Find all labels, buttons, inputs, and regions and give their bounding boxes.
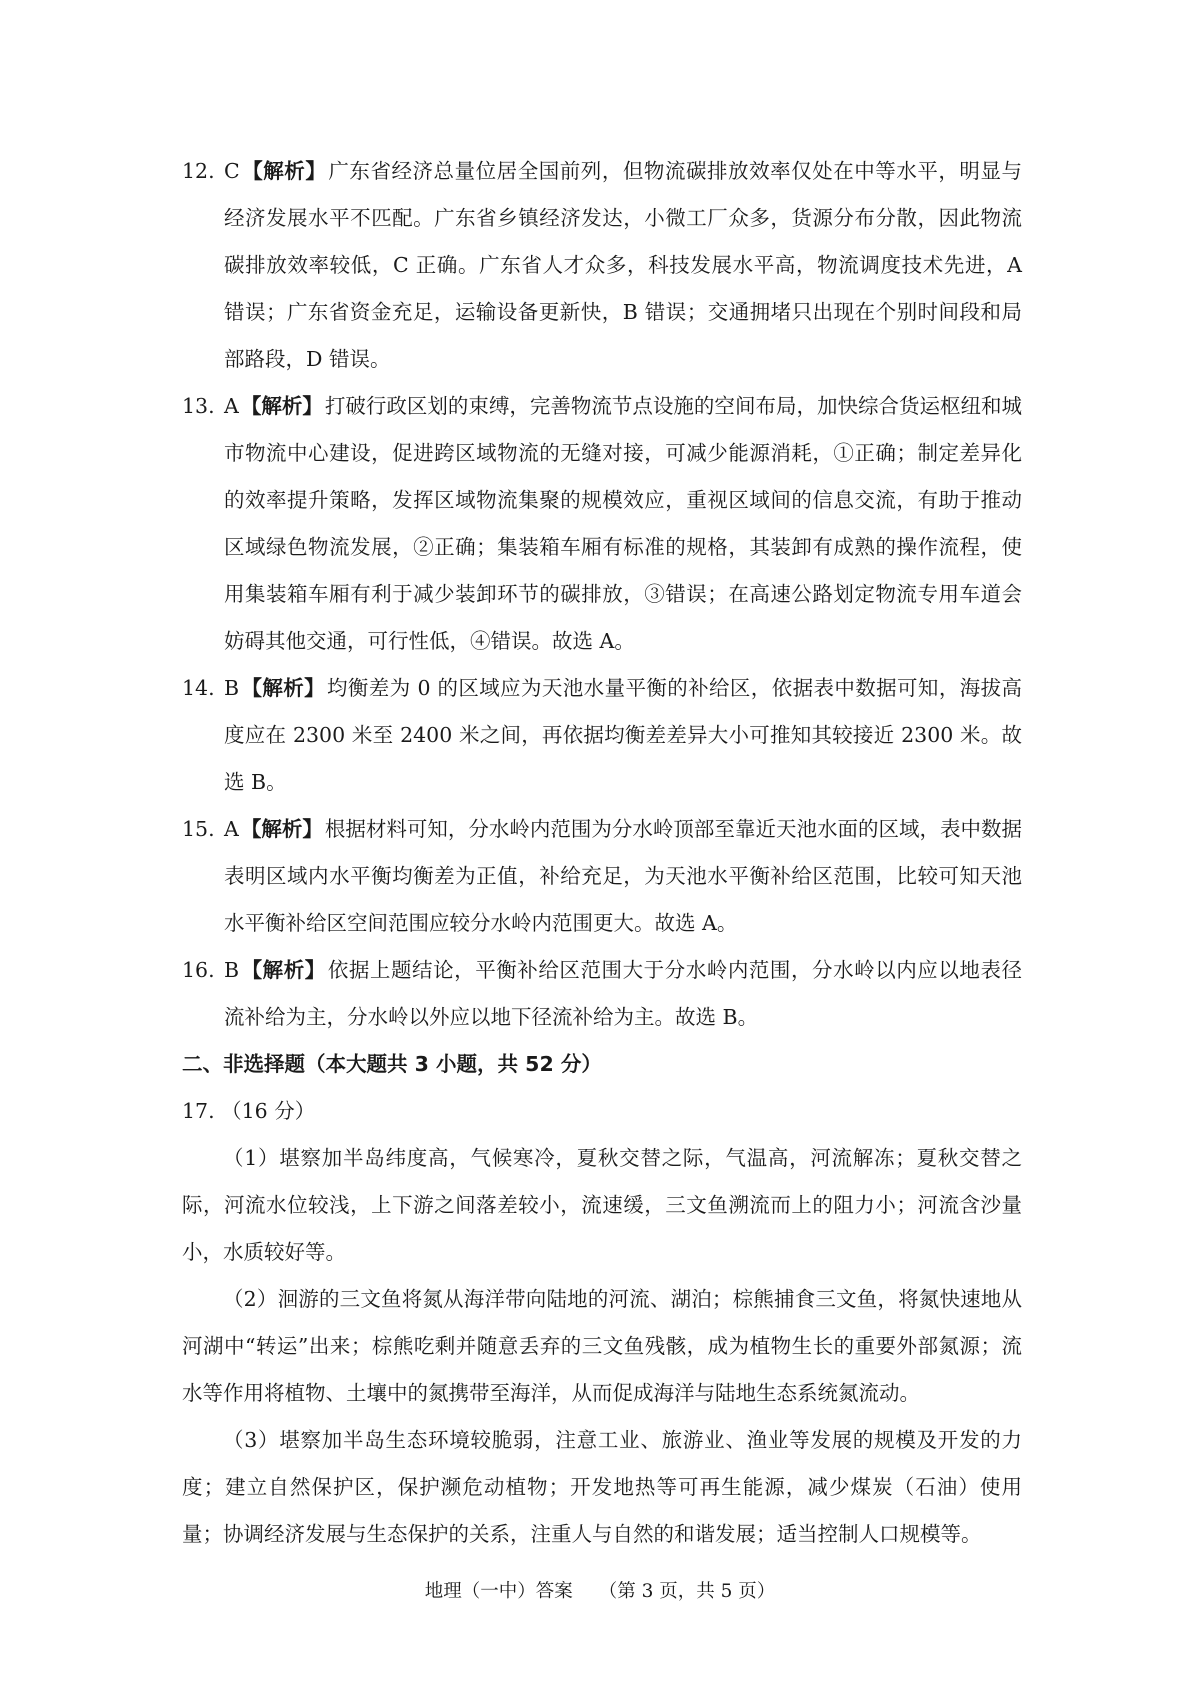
q17-answer-part-2: （2）洄游的三文鱼将氮从海洋带向陆地的河流、湖泊；棕熊捕食三文鱼，将氮快速地从河湖中“转运”出来；棕熊吃剩并随意丢弃的三文鱼残骸，成为植物生长的重要外部氮源；流水等作用将植物、土壤中的氮携带至海洋，从而促成海洋与陆地生态系统氮流动。 <box>182 1287 1022 1405</box>
item-number: 12. <box>182 159 215 183</box>
footer-title: 地理（一中）答案 <box>424 1581 573 1602</box>
item-explanation: 均衡差为 0 的区域应为天池水量平衡的补给区，依据表中数据可知，海拔高度应在 2300 米至 2400 米之间，再依据均衡差差异大小可推知其较接近 2300 米。故选 B。 <box>224 676 1022 794</box>
item-number: 13. <box>182 394 215 418</box>
q17-answer-part-3: （3）堪察加半岛生态环境较脆弱，注意工业、旅游业、渔业等发展的规模及开发的力度；建立自然保护区，保护濒危动植物；开发地热等可再生能源，减少煤炭（石油）使用量；协调经济发展与生态保护的关系，注重人与自然的和谐发展；适当控制人口规模等。 <box>182 1428 1022 1546</box>
page-footer <box>0 1578 1200 1606</box>
footer-page-number: （第 3 页，共 5 页） <box>598 1581 776 1602</box>
item-answer: A <box>224 817 239 841</box>
answer-item-16 <box>182 947 1022 1041</box>
item-explanation: 打破行政区划的束缚，完善物流节点设施的空间布局，加快综合货运枢纽和城市物流中心建设，促进跨区域物流的无缝对接，可减少能源消耗，①正确；制定差异化的效率提升策略，发挥区域物流集聚的规模效应，重视区域间的信息交流，有助于推动区域绿色物流发展，②正确；集装箱车厢有标准的规格，其装卸有成熟的操作流程，使用集装箱车厢有利于减少装卸环节的碳排放，③错误；在高速公路划定物流专用车道会妨碍其他交通，可行性低，④错误。故选 A。 <box>224 394 1023 653</box>
answer-item-12 <box>182 148 1022 383</box>
analysis-tag: 【解析】 <box>241 958 326 982</box>
question-17-header: 17. （16 分） <box>182 1099 316 1123</box>
item-explanation: 根据材料可知，分水岭内范围为分水岭顶部至靠近天池水面的区域，表中数据表明区域内水平衡均衡差为正值，补给充足，为天池水平衡补给区范围，比较可知天池水平衡补给区空间范围应较分水岭内范围更大。故选 A。 <box>224 817 1023 935</box>
analysis-tag: 【解析】 <box>240 394 323 418</box>
item-number: 15. <box>182 817 215 841</box>
analysis-tag: 【解析】 <box>241 676 326 700</box>
answer-content <box>182 148 1022 1558</box>
item-explanation: 依据上题结论，平衡补给区范围大于分水岭内范围，分水岭以内应以地表径流补给为主，分水岭以外应以地下径流补给为主。故选 B。 <box>224 958 1023 1029</box>
q17-answer-part-1: （1）堪察加半岛纬度高，气候寒冷，夏秋交替之际，气温高，河流解冻；夏秋交替之际，河流水位较浅，上下游之间落差较小，流速缓，三文鱼溯流而上的阻力小；河流含沙量小，水质较好等。 <box>182 1146 1022 1264</box>
analysis-tag: 【解析】 <box>241 159 327 183</box>
item-number: 16. <box>182 958 215 982</box>
item-number: 14. <box>182 676 215 700</box>
answer-item-15 <box>182 806 1022 947</box>
item-answer: B <box>224 676 240 700</box>
answer-item-13 <box>182 383 1022 665</box>
item-answer: A <box>224 394 239 418</box>
item-explanation: 广东省经济总量位居全国前列，但物流碳排放效率仅处在中等水平，明显与经济发展水平不匹配。广东省乡镇经济发达，小微工厂众多，货源分布分散，因此物流碳排放效率较低，C 正确。广东省人才众多，科技发展水平高，物流调度技术先进，A 错误；广东省资金充足，运输设备更新快，B 错误；交通拥堵只出现在个别时间段和局部路段，D 错误。 <box>224 159 1023 371</box>
answer-item-14 <box>182 665 1022 806</box>
item-answer: C <box>224 159 240 183</box>
item-answer: B <box>224 958 240 982</box>
section-title: 二、非选择题（本大题共 3 小题，共 52 分） <box>182 1052 602 1076</box>
analysis-tag: 【解析】 <box>240 817 323 841</box>
